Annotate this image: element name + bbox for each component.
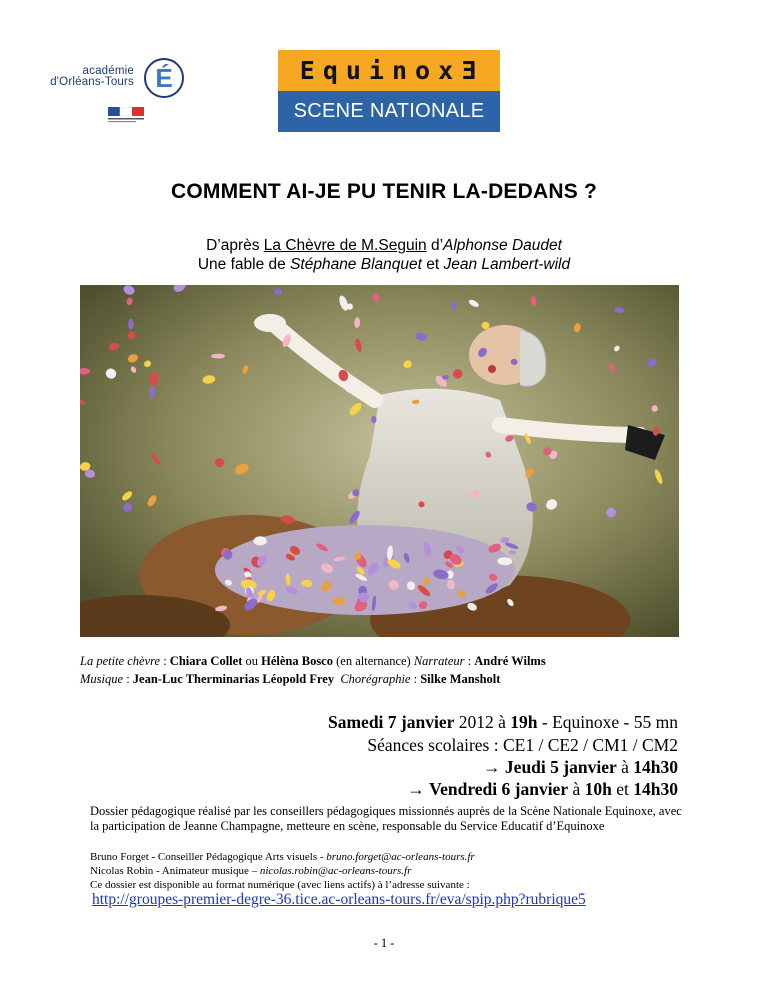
school-sessions-heading: Séances scolaires : CE1 / CE2 / CM1 / CM2 — [367, 735, 678, 755]
session-thursday: → Jeudi 5 janvier à 14h30 — [483, 757, 678, 777]
arrow-right-icon: → — [483, 757, 501, 777]
source-author: Alphonse Daudet — [443, 237, 562, 254]
subtitle-source: D’après La Chèvre de M.Seguin d’Alphonse Daudet — [206, 237, 562, 254]
source-work-title: La Chèvre de M.Seguin — [263, 237, 427, 254]
session-friday: → Vendredi 6 janvier à 10h et 14h30 — [407, 779, 678, 799]
equinoxe-logo-subtitle: SCENE NATIONALE — [278, 91, 500, 132]
arrow-right-icon: → — [407, 779, 425, 799]
performer-image — [80, 285, 679, 637]
availability-note: Ce dossier est disponible au format numérique (avec liens actifs) à l’adresse suivante : — [90, 879, 470, 891]
academie-logo — [50, 52, 190, 128]
petal — [332, 597, 345, 605]
contact-bruno-forget: Bruno Forget - Conseiller Pédagogique Arts visuels - bruno.forget@ac-orleans-tours.fr — [90, 851, 475, 863]
performance-photo — [80, 285, 679, 637]
equinoxe-logo — [278, 50, 500, 132]
subtitle-authors: Une fable de Stéphane Blanquet et Jean Lambert-wild — [197, 256, 571, 273]
credits-line-2: Musique : Jean-Luc Therminarias Léopold Frey Chorégraphie : Silke Mansholt — [80, 672, 501, 686]
credits-line-1: La petite chèvre : Chiara Collet ou Hélèna Bosco (en alternance) Narrateur : André Wilms — [80, 654, 546, 668]
email-link[interactable]: nicolas.robin@ac-orleans-tours.fr — [259, 865, 412, 877]
dossier-description: Dossier pédagogique réalisé par les conseillers pédagogiques missionnés auprès de la Scène Nationale Equinoxe, avec la participation de Jeanne Champagne, metteure en scène, responsable du Service Educatif d’Equinoxe — [90, 804, 682, 833]
contact-nicolas-robin: Nicolas Robin - Animateur musique – nicolas.robin@ac-orleans-tours.fr — [90, 865, 412, 877]
republique-flag-icon — [108, 107, 144, 125]
academie-e-icon — [142, 54, 186, 100]
email-link[interactable]: bruno.forget@ac-orleans-tours.fr — [326, 851, 475, 863]
academie-logo-text: académie d'Orléans-Tours — [50, 65, 134, 88]
page-number: - 1 - — [373, 936, 395, 950]
dossier-link[interactable]: http://groupes-premier-degre-36.tice.ac-orleans-tours.fr/eva/spip.php?rubrique5 — [92, 891, 586, 908]
equinoxe-logo-name: EquinoxƎ — [278, 50, 500, 91]
performance-date: Samedi 7 janvier 2012 à 19h - Equinoxe - 55 mn — [328, 712, 678, 732]
svg-text:É: É — [155, 63, 173, 93]
petal — [211, 354, 225, 359]
page-title: COMMENT AI-JE PU TENIR LA-DEDANS ? — [170, 180, 598, 203]
